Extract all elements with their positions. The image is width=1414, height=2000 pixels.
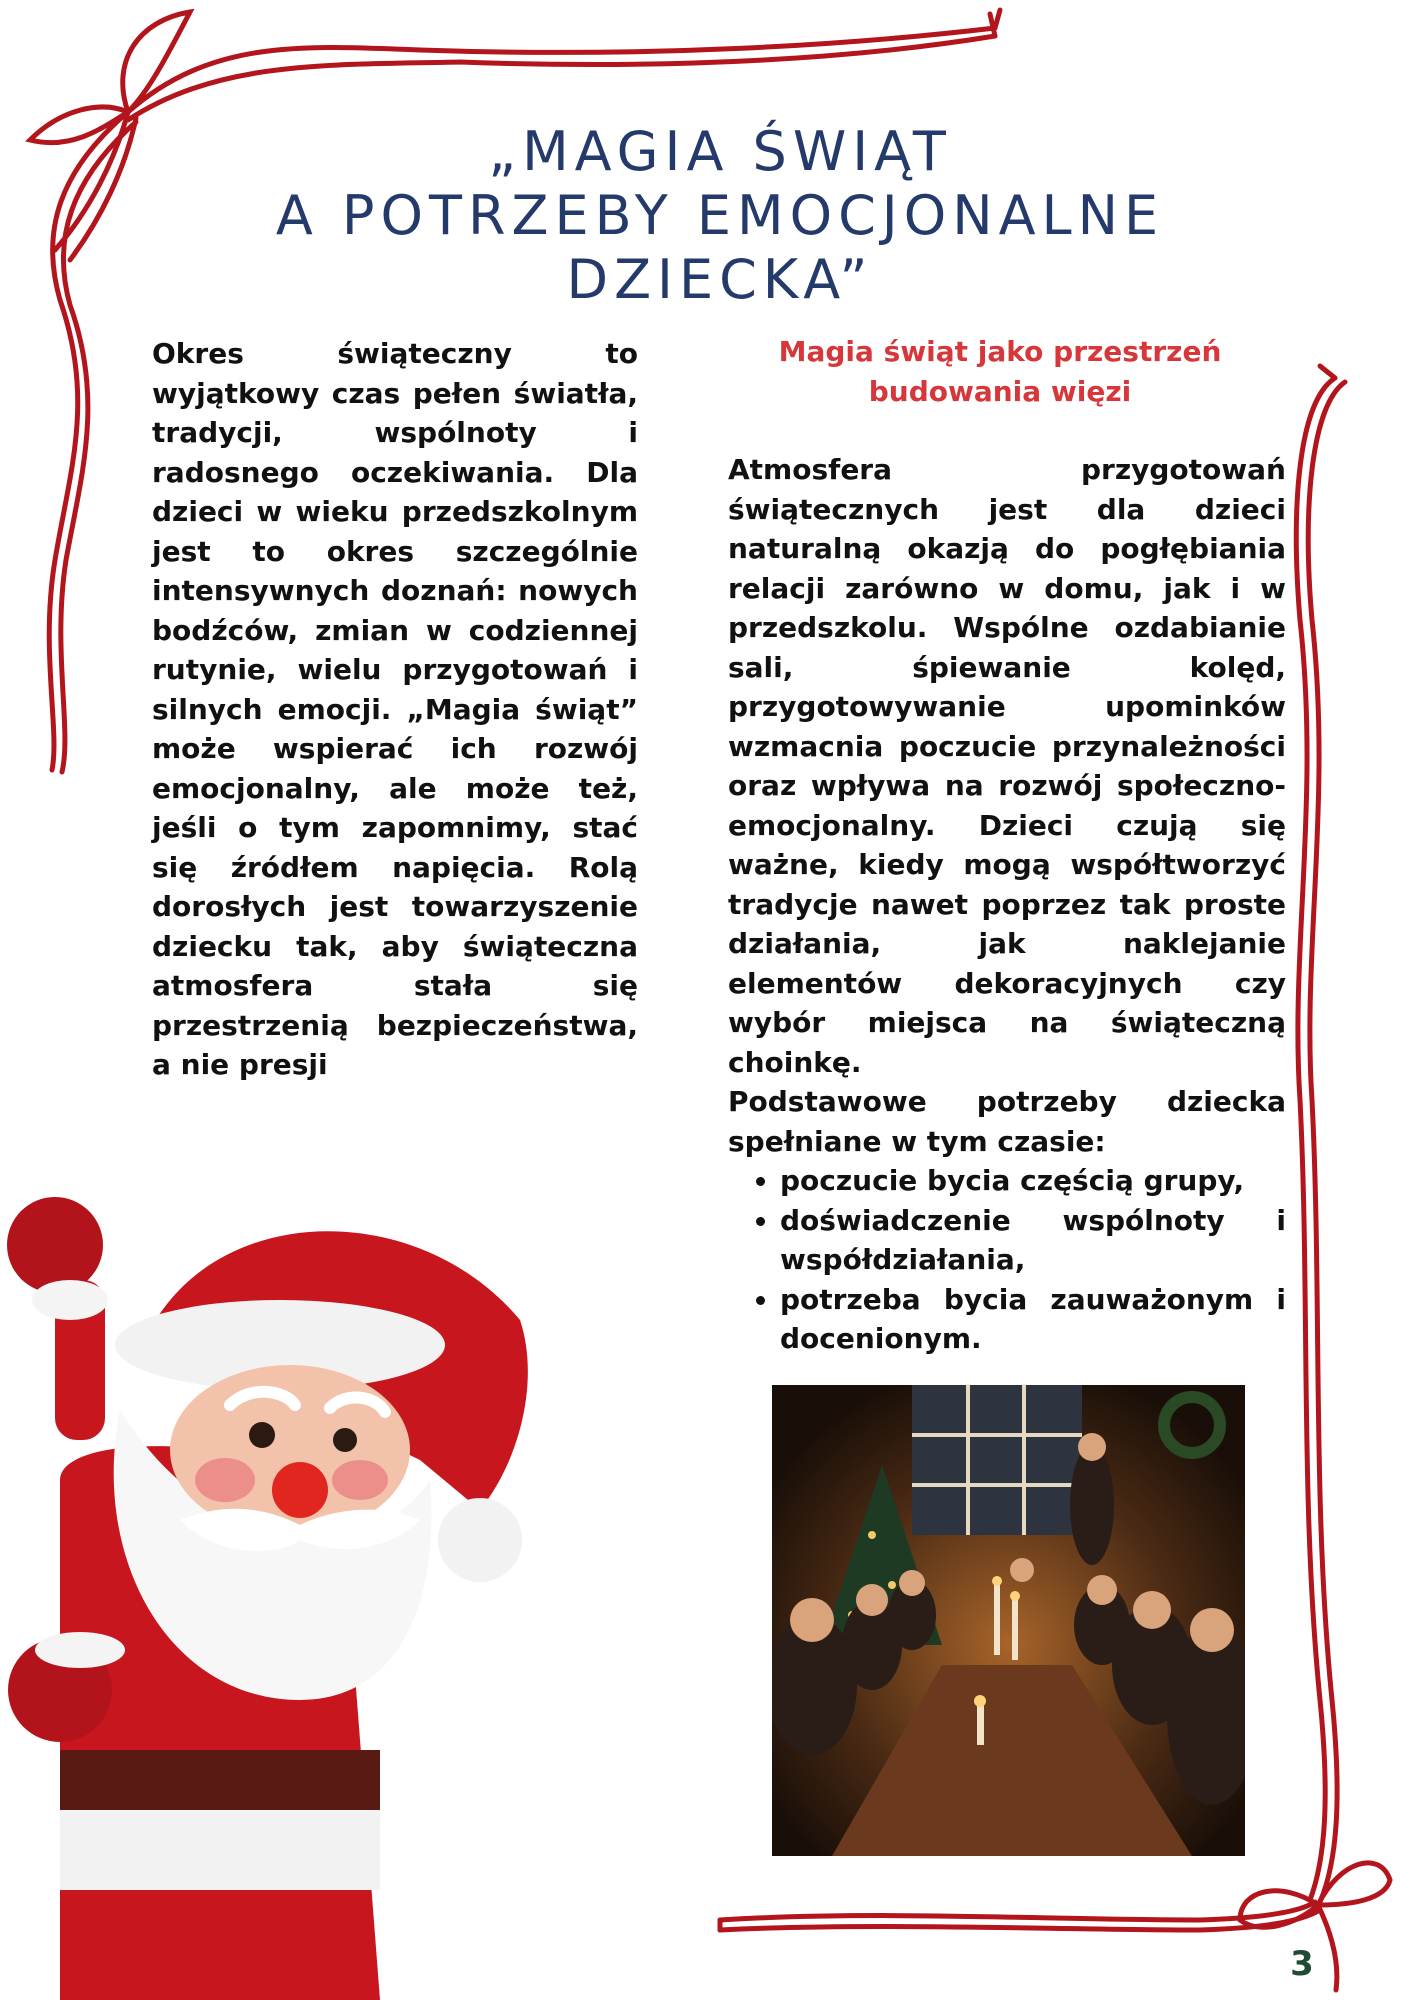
page-title	[120, 120, 1320, 312]
right-column	[728, 450, 1286, 1359]
section-paragraph: Atmosfera przygotowań świątecznych jest dla dzieci naturalną okazją do pogłębiania relacji zarówno w domu, jak i w przedszkolu. Wspólne ozdabianie sali, śpiewanie kolęd, przygotowywanie upominków wzmacnia poczucie przynależności oraz wpływa na rozwój społeczno-emocjonalny. Dzieci czują się ważne, kiedy mogą współtworzyć tradycje nawet poprzez tak proste działania, jak naklejanie elementów dekoracyjnych czy wybór miejsca na świąteczną choinkę.	[728, 453, 1286, 1079]
page-number: 3	[1290, 1944, 1314, 1984]
santa-illustration	[0, 1180, 580, 2000]
needs-list	[728, 1161, 1286, 1359]
needs-list-item: • potrzeba bycia zauważonym i docenionym.	[780, 1280, 1286, 1359]
intro-paragraph: Okres świąteczny to wyjątkowy czas pełen światła, tradycji, wspólnoty i radosnego oczekiwania. Dla dzieci w wieku przedszkolnym jest to okres szczególnie intensywnych doznań: nowych bodźców, zmian w codziennej rutynie, wielu przygotowań i silnych emocji. „Magia świąt” może wspierać ich rozwój emocjonalny, ale może też, jeśli o tym zapomnimy, stać się źródłem napięcia. Rolą dorosłych jest towarzyszenie dziecku tak, aby świąteczna atmosfera stała się przestrzenią bezpieczeństwa, a nie presji	[152, 337, 638, 1081]
family-dinner-photo	[772, 1385, 1245, 1856]
needs-list-item: • poczucie bycia częścią grupy,	[780, 1161, 1286, 1201]
title-line-1: „MAGIA ŚWIĄT	[488, 120, 952, 183]
section-heading: Magia świąt jako przestrzeń budowania więzi	[778, 335, 1222, 408]
needs-intro: Podstawowe potrzeby dziecka spełniane w tym czasie:	[728, 1085, 1286, 1158]
needs-list-item: • doświadczenie wspólnoty i współdziałania,	[780, 1201, 1286, 1280]
title-line-2: A POTRZEBY EMOCJONALNE DZIECKA”	[275, 184, 1165, 311]
